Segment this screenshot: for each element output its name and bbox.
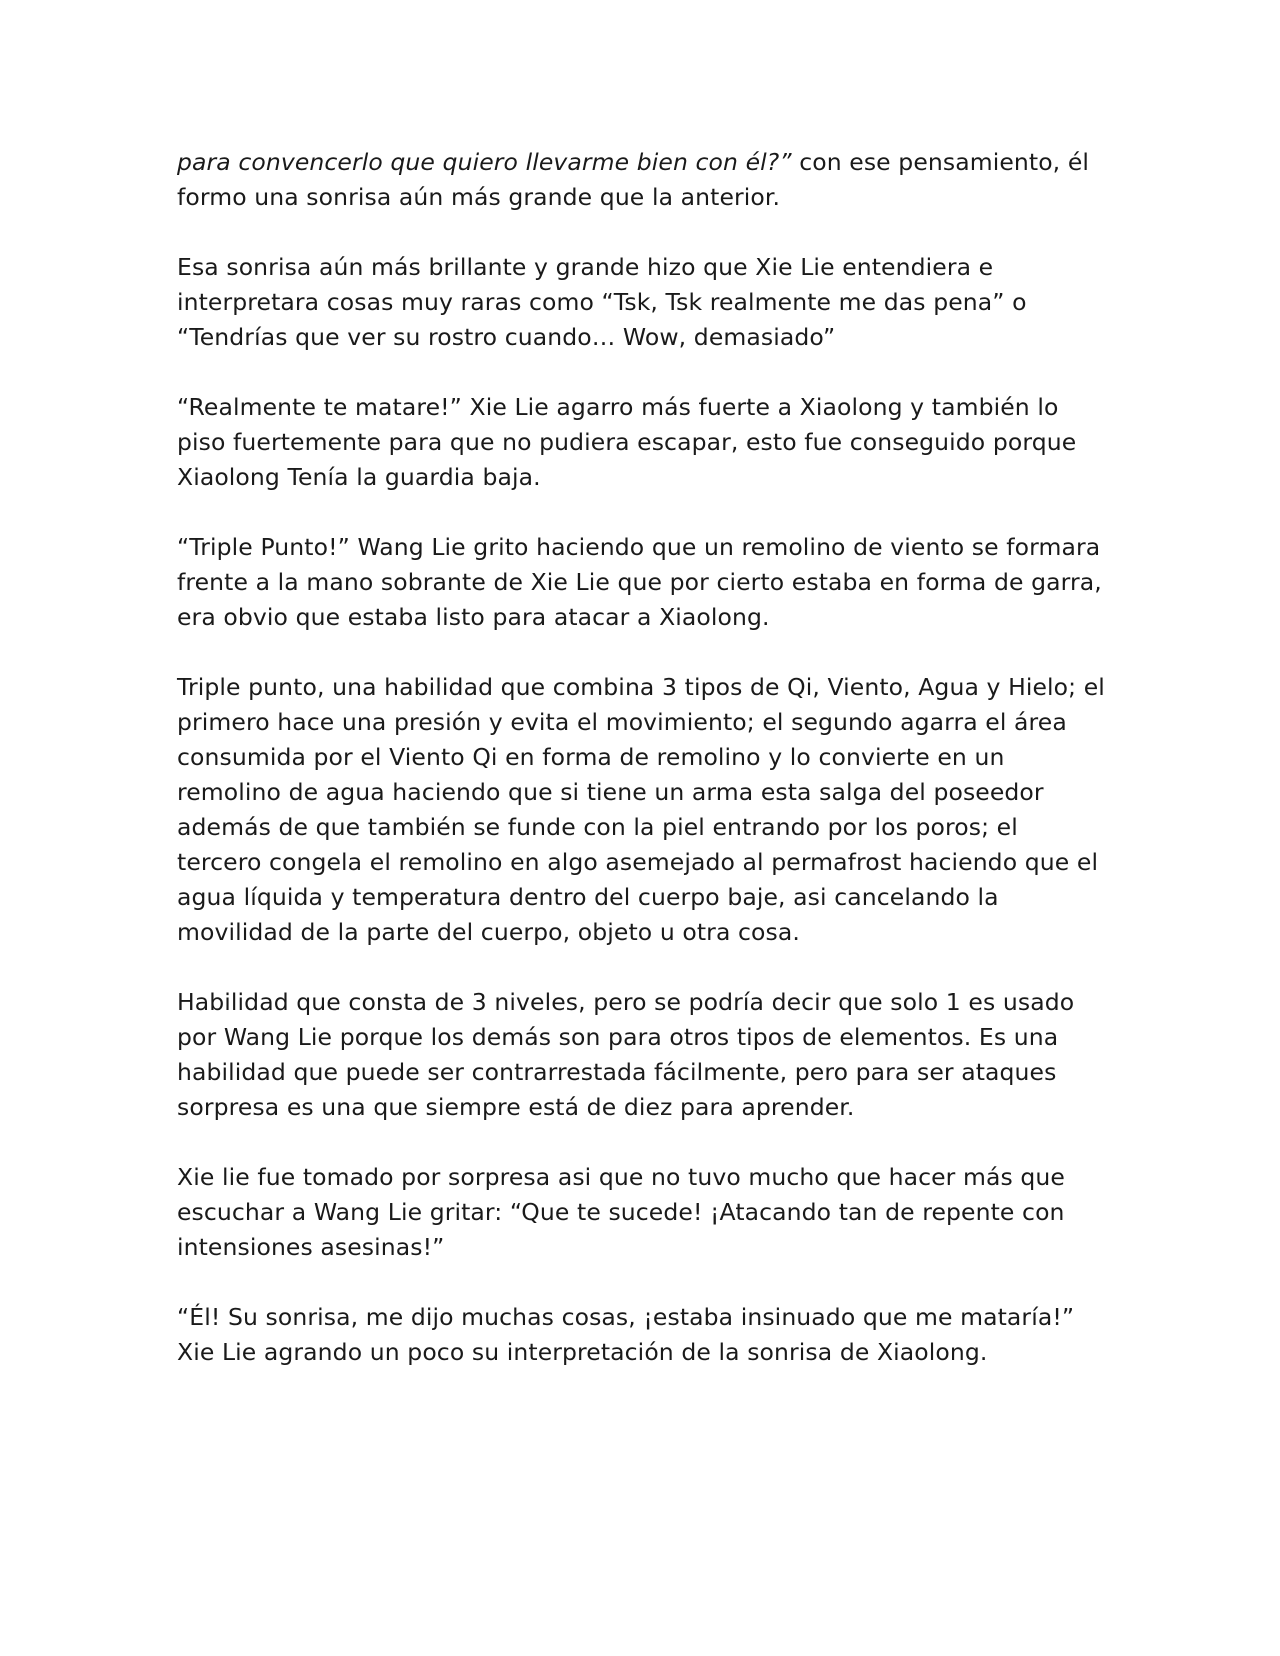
paragraph-8: “Él! Su sonrisa, me dijo muchas cosas, ¡estaba insinuado que me mataría!” Xie Lie agrando un poco su interpretación de la sonrisa de Xiaolong.	[177, 1303, 1075, 1366]
paragraph-3: “Realmente te matare!” Xie Lie agarro más fuerte a Xiaolong y también lo piso fuertemente para que no pudiera escapar, esto fue conseguido porque Xiaolong Tenía la guardia baja.	[177, 393, 1077, 491]
paragraph-7: Xie lie fue tomado por sorpresa asi que no tuvo mucho que hacer más que escuchar a Wang Lie gritar: “Que te sucede! ¡Atacando tan de repente con intensiones asesinas!”	[177, 1163, 1065, 1261]
paragraph-2: Esa sonrisa aún más brillante y grande hizo que Xie Lie entendiera e interpretara cosas muy raras como “Tsk, Tsk realmente me das pena” o “Tendrías que ver su rostro cuando… Wow, demasiado”	[177, 253, 1027, 351]
paragraph-4: “Triple Punto!” Wang Lie grito haciendo que un remolino de viento se formara frente a la mano sobrante de Xie Lie que por cierto estaba en forma de garra, era obvio que estaba listo para atacar a Xiaolong.	[177, 533, 1102, 631]
paragraph-6: Habilidad que consta de 3 niveles, pero se podría decir que solo 1 es usado por Wang Lie porque los demás son para otros tipos de elementos. Es una habilidad que puede ser contrarrestada fácilmente, pero para ser ataques sorpresa es una que siempre está de diez para aprender.	[177, 988, 1075, 1121]
paragraph-1	[177, 145, 1107, 215]
paragraph-1-italic: para convencerlo que quiero llevarme bien con él?”	[177, 148, 792, 176]
paragraph-1-text: con ese pensamiento, él formo una sonrisa aún más grande que la anterior.	[177, 148, 1090, 211]
document-body	[177, 145, 1107, 1405]
paragraph-5: Triple punto, una habilidad que combina 3 tipos de Qi, Viento, Agua y Hielo; el primero hace una presión y evita el movimiento; el segundo agarra el área consumida por el Viento Qi en forma de remolino y lo convierte en un remolino de agua haciendo que si tiene un arma esta salga del poseedor además de que también se funde con la piel entrando por los poros; el tercero congela el remolino en algo asemejado al permafrost haciendo que el agua líquida y temperatura dentro del cuerpo baje, asi cancelando la movilidad de la parte del cuerpo, objeto u otra cosa.	[177, 673, 1105, 946]
